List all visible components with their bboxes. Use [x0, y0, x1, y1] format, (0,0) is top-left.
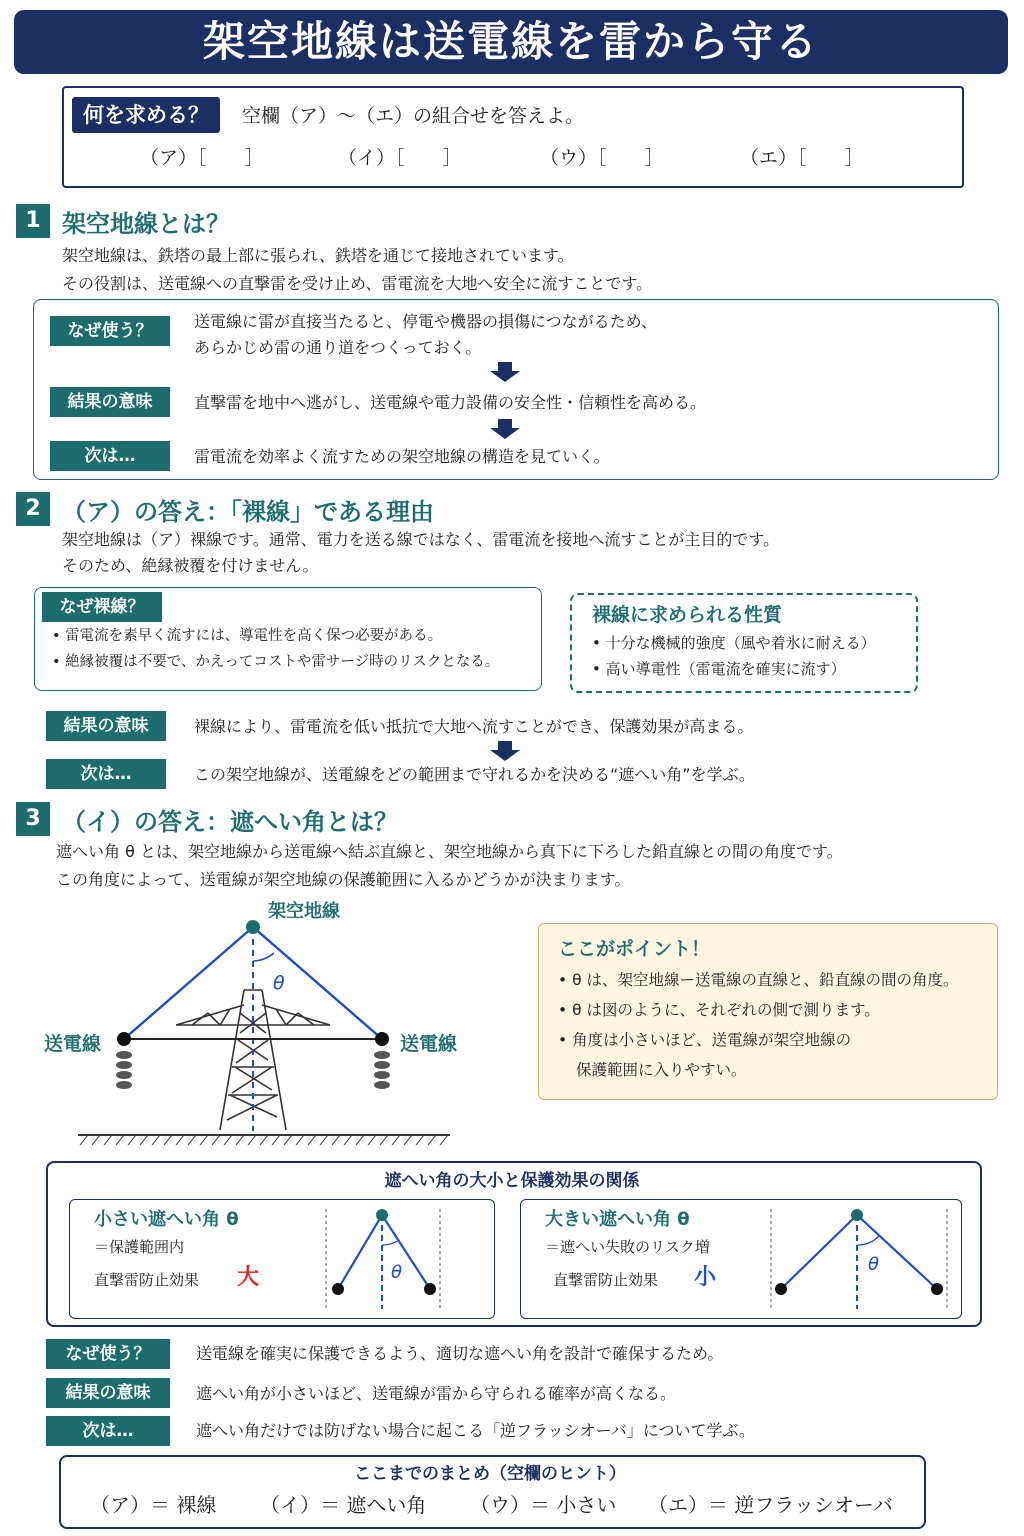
- next-tag: 次は…: [50, 441, 170, 471]
- question-text: 空欄（ア）〜（エ）の組合せを答えよ。: [242, 105, 585, 127]
- line-label-right: 送電線: [400, 1033, 458, 1055]
- page-title: 架空地線は送電線を雷から守る: [14, 10, 1008, 74]
- compare-title: 遮へい角の大小と保護効果の関係: [384, 1171, 640, 1191]
- result-tag: 結果の意味: [46, 1378, 170, 1408]
- section-title: （イ）の答え：遮へい角とは？: [62, 808, 398, 836]
- summary-item: （イ）＝ 遮へい角: [260, 1493, 427, 1517]
- small-angle-title: 小さい遮へい角 θ: [94, 1209, 239, 1230]
- why-bare-tag: なぜ裸線？: [42, 592, 162, 622]
- large-theta-label: θ: [868, 1254, 880, 1275]
- point-item: • 角度は小さいほど、送電線が架空地線の: [558, 1031, 852, 1049]
- why-tag: なぜ使う？: [50, 316, 170, 346]
- next-text: この架空地線が、送電線をどの範囲まで守れるかを決める“遮へい角”を学ぶ。: [194, 765, 755, 784]
- small-angle-sub: ＝保護範囲内: [94, 1238, 185, 1256]
- arrow-down-icon: [498, 419, 512, 428]
- theta-label: θ: [273, 972, 285, 994]
- point-title: ここがポイント！: [558, 938, 711, 960]
- summary-item: （ウ）＝ 小さい: [470, 1493, 617, 1517]
- arrow-down-icon: [490, 750, 520, 761]
- blank-b[interactable]: （イ）［ ］: [338, 147, 462, 169]
- body-text: 架空地線は、鉄塔の最上部に張られ、鉄塔を通じて接地されています。: [62, 246, 574, 265]
- summary-title: ここまでのまとめ（空欄のヒント）: [354, 1464, 626, 1484]
- result-text: 直撃雷を地中へ逃がし、送電線や電力設備の安全性・信頼性を高める。: [194, 393, 707, 412]
- body-text: その役割は、送電線への直撃雷を受け止め、雷電流を大地へ安全に流すことです。: [62, 274, 653, 293]
- blank-a[interactable]: （ア）［ ］: [140, 147, 264, 169]
- body-text: 架空地線は（ア）裸線です。通常、電力を送る線ではなく、雷電流を接地へ流すことが主目的です。: [62, 530, 780, 549]
- property-title: 裸線に求められる性質: [592, 604, 783, 626]
- small-effect-label: 直撃雷防止効果: [94, 1271, 200, 1289]
- tower-diagram: [40, 895, 500, 1155]
- next-tag: 次は…: [46, 1416, 170, 1446]
- section-number: 2: [16, 492, 50, 526]
- body-text: この角度によって、送電線が架空地線の保護範囲に入るかどうかが決まります。: [56, 870, 631, 889]
- small-angle-diagram: [320, 1205, 450, 1315]
- why-text: あらかじめ雷の通り道をつくっておく。: [194, 338, 482, 357]
- why-tag: なぜ使う？: [46, 1339, 170, 1369]
- arrow-down-icon: [498, 741, 512, 750]
- property-item: • 高い導電性（雷電流を確実に流す）: [592, 660, 846, 678]
- ground-wire-label: 架空地線: [268, 901, 340, 922]
- next-text: 遮へい角だけでは防げない場合に起こる「逆フラッシオーバ」について学ぶ。: [196, 1421, 755, 1440]
- next-tag: 次は…: [46, 759, 166, 789]
- blank-d[interactable]: （エ）［ ］: [740, 147, 864, 169]
- property-item: • 十分な機械的強度（風や着氷に耐える）: [592, 634, 876, 652]
- point-item: • θ は図のように、それぞれの側で測ります。: [558, 1001, 880, 1019]
- summary-item: （エ）＝ 逆フラッシオーバ: [648, 1493, 893, 1517]
- point-item: 保護範囲に入りやすい。: [576, 1061, 747, 1079]
- question-tag: 何を求める？: [72, 97, 220, 133]
- large-effect-label: 直撃雷防止効果: [553, 1271, 659, 1289]
- large-angle-sub: ＝遮へい失敗のリスク増: [545, 1238, 710, 1256]
- result-tag: 結果の意味: [50, 387, 170, 417]
- arrow-down-icon: [498, 362, 512, 371]
- why-text: 送電線を確実に保護できるよう、適切な遮へい角を設計で確保するため。: [196, 1344, 724, 1363]
- arrow-down-icon: [490, 428, 520, 439]
- result-text: 遮へい角が小さいほど、送電線が雷から守られる確率が高くなる。: [196, 1384, 677, 1403]
- large-effect-value: 小: [694, 1265, 717, 1290]
- point-item: • θ は、架空地線ー送電線の直線と、鉛直線の間の角度。: [558, 971, 959, 989]
- line-label-left: 送電線: [44, 1033, 102, 1055]
- summary-item: （ア）＝ 裸線: [90, 1493, 217, 1517]
- arrow-down-icon: [490, 371, 520, 382]
- body-text: そのため、絶縁被覆を付けません。: [62, 556, 319, 575]
- section-title: 架空地線とは？: [62, 210, 230, 238]
- small-effect-value: 大: [237, 1265, 260, 1290]
- large-angle-title: 大きい遮へい角 θ: [545, 1209, 690, 1230]
- section-title: （ア）の答え：「裸線」である理由: [62, 498, 434, 526]
- result-tag: 結果の意味: [46, 711, 166, 741]
- next-text: 雷電流を効率よく流すための架空地線の構造を見ていく。: [194, 447, 610, 466]
- section-number: 1: [16, 204, 50, 238]
- section-number: 3: [16, 802, 50, 836]
- blank-c[interactable]: （ウ）［ ］: [540, 147, 664, 169]
- body-text: 遮へい角 θ とは、架空地線から送電線へ結ぶ直線と、架空地線から真下に下ろした鉛直線との間の角度です。: [56, 842, 843, 861]
- reason-item: • 絶縁被覆は不要で、かえってコストや雷サージ時のリスクとなる。: [52, 654, 500, 670]
- why-text: 送電線に雷が直接当たると、停電や機器の損傷につながるため、: [194, 312, 658, 331]
- result-text: 裸線により、雷電流を低い抵抗で大地へ流すことができ、保護効果が高まる。: [194, 717, 754, 736]
- large-angle-diagram: [765, 1205, 955, 1315]
- reason-item: • 雷電流を素早く流すには、導電性を高く保つ必要がある。: [52, 628, 443, 644]
- small-theta-label: θ: [391, 1262, 403, 1283]
